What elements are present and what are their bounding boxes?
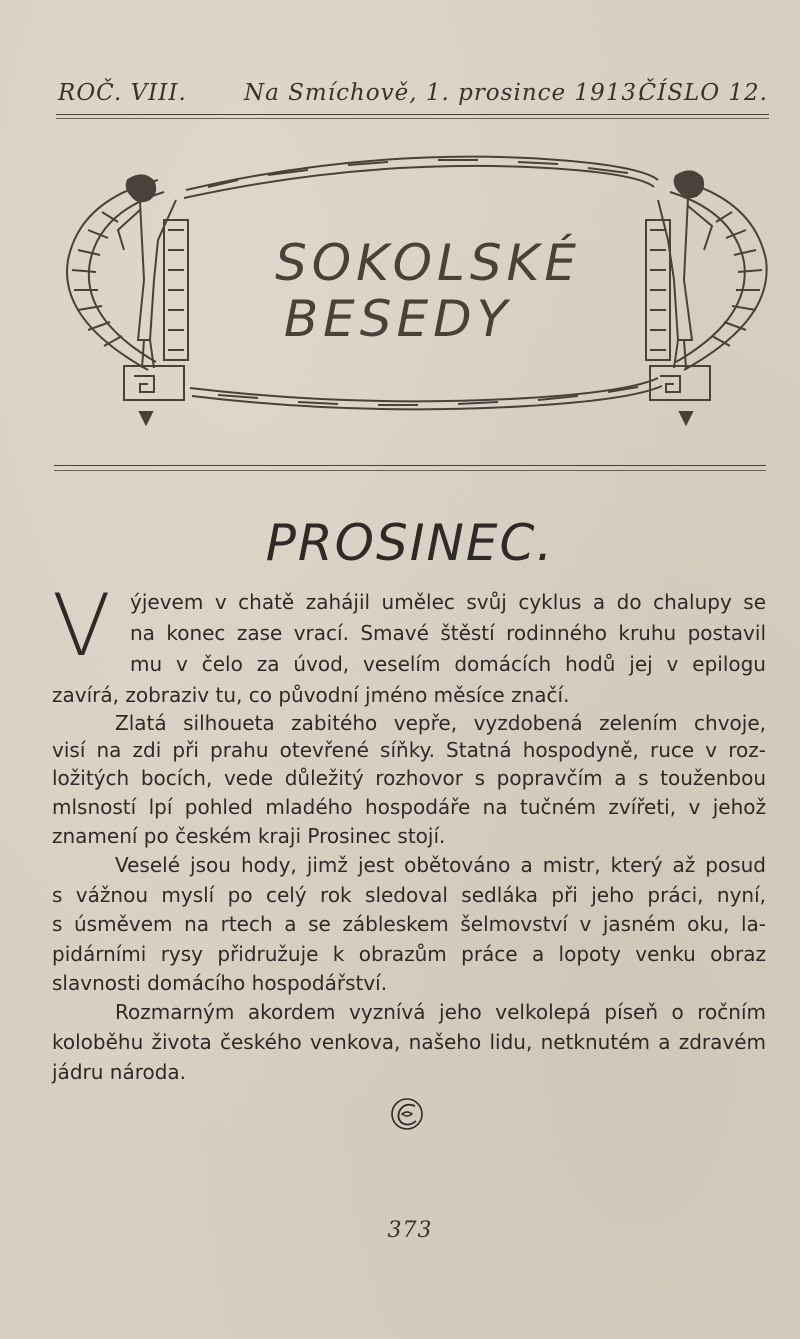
page-number: 373 [387, 1218, 433, 1243]
body-line: s úsměvem na rtech a se zábleskem šelmovství v jasném oku, la- [52, 912, 766, 936]
body-line: zavírá, zobraziv tu, co původní jméno měsíce značí. [52, 683, 570, 707]
masthead-title-line1: SOKOLSKÉ [275, 234, 581, 292]
section-rule-thin [54, 470, 766, 471]
body-line: mu v čelo za úvod, veselím domácích hodů jej v epilogu [130, 652, 766, 676]
author-monogram-icon [389, 1096, 425, 1132]
header-rule-thin [56, 118, 769, 119]
body-line: jádru národa. [52, 1060, 187, 1084]
body-line: ložitých bocích, vede důležitý rozhovor s popravčím a s touženbou [52, 766, 766, 790]
body-line: pidárními rysy přidružuje k obrazům práce a lopoty venku obraz [52, 942, 766, 966]
running-header [58, 80, 768, 110]
header-rule [56, 114, 769, 115]
body-line: Veselé jsou hody, jimž jest obětováno a mistr, který až posud [115, 853, 766, 877]
body-line: visí na zdi při prahu otevřené síňky. Statná hospodyně, ruce v roz- [52, 738, 766, 762]
body-line: znamení po českém kraji Prosinec stojí. [52, 824, 446, 848]
body-line: slavnosti domácího hospodářství. [52, 971, 388, 995]
body-line: na konec zase vrací. Smavé štěstí rodinného kruhu postavil [130, 621, 766, 645]
section-rule [54, 465, 766, 466]
body-line: Rozmarným akordem vyznívá jeho velkolepá píseň o ročním [115, 1000, 766, 1024]
article-title: PROSINEC. [265, 514, 555, 572]
body-line: mlsností lpí pohled mladého hospodáře na tučném zvířeti, v jehož [52, 795, 766, 819]
issue-label: ČÍSLO 12. [638, 80, 768, 106]
masthead-banner [58, 140, 776, 440]
body-line: ýjevem v chatě zahájil umělec svůj cyklus a do chalupy se [130, 590, 766, 614]
body-line: s vážnou myslí po celý rok sledoval sedláka při jeho práci, nyní, [52, 883, 766, 907]
body-line: Zlatá silhoueta zabitého vepře, vyzdobená zelením chvoje, [115, 711, 766, 735]
place-date: Na Smíchově, 1. prosince 1913. [244, 80, 646, 106]
masthead-title-line2: BESEDY [283, 290, 513, 348]
drop-cap: V [52, 576, 111, 676]
volume-label: ROČ. VIII. [58, 80, 187, 106]
body-line: koloběhu života českého venkova, našeho lidu, netknutém a zdravém [52, 1030, 766, 1054]
